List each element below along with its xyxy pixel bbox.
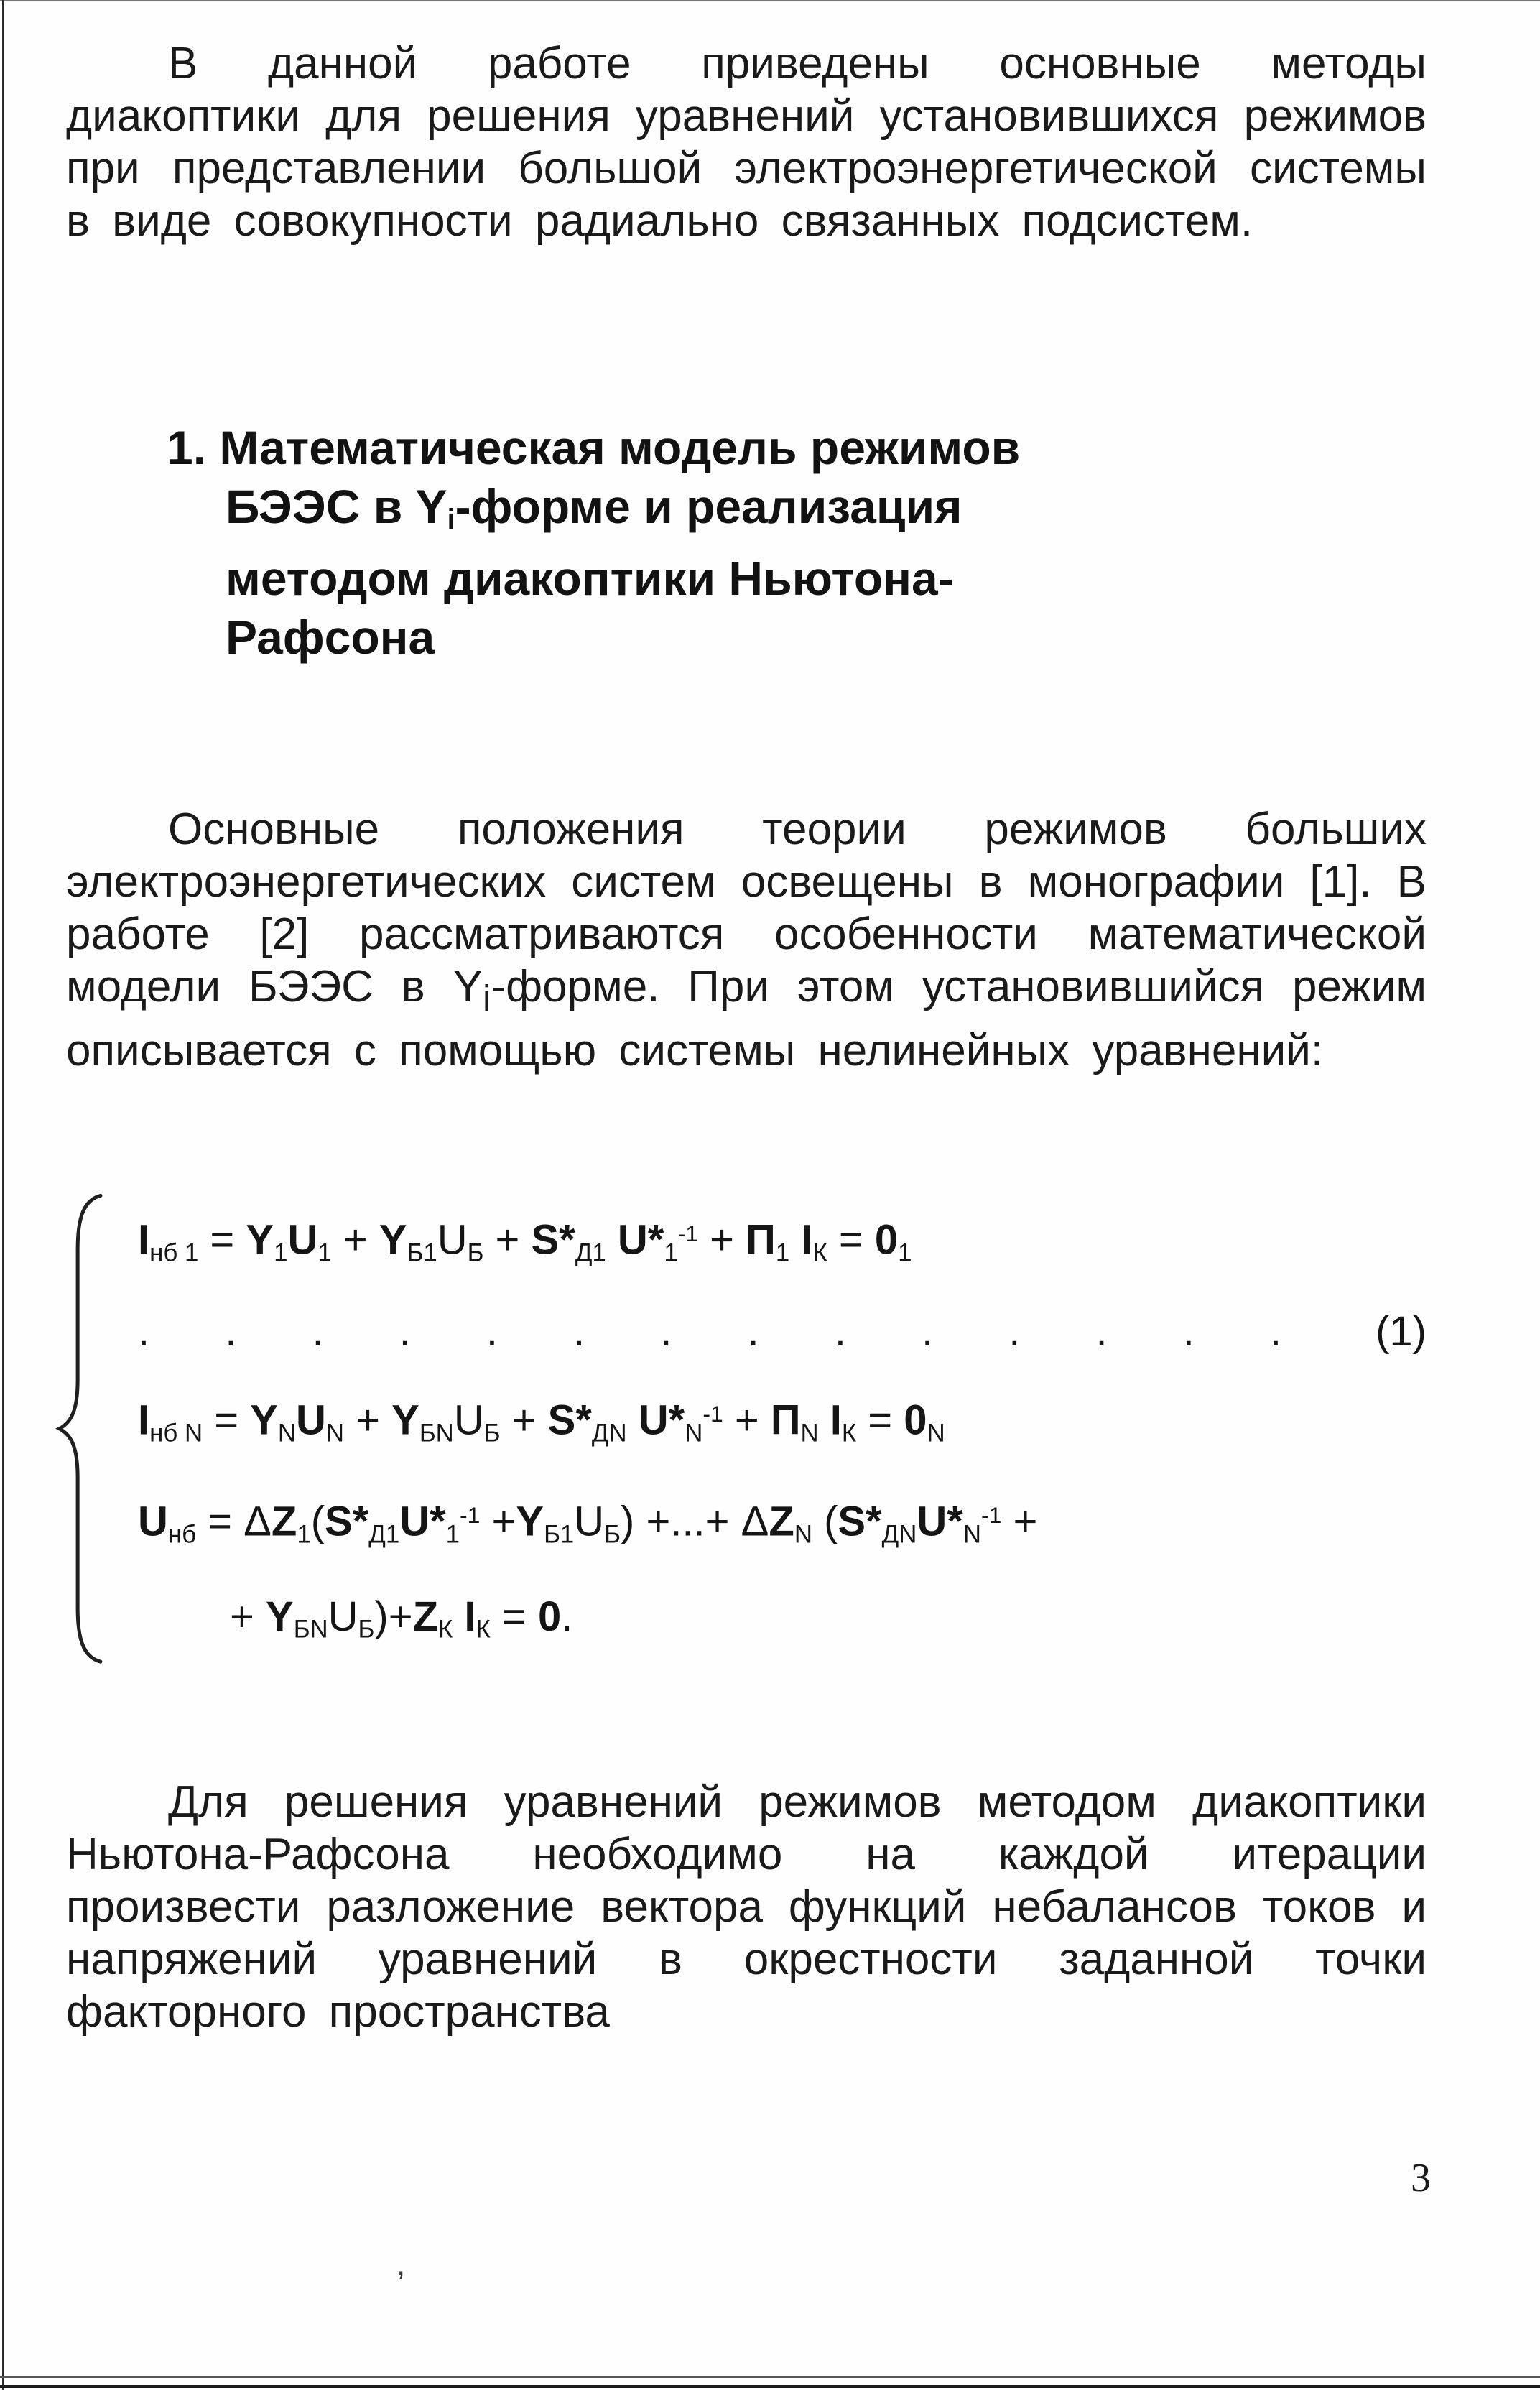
- section-title: Математическая модель режимов БЭЭС в $Y_i$-форме и реализация методом диакоптики Ньютона-Рафсона: [219, 421, 1021, 664]
- scan-edge-left: [2, 0, 4, 2390]
- equation-ellipsis-row: [138, 1307, 1427, 1357]
- closing-paragraph: Для решения уравнений режимов методом диакоптики Ньютона-Рафсона необходимо на каждой итерации произвести разложение вектора функций небалансов токов и напряжений уравнений в окрестности заданной точки факторного пространства: [66, 1777, 1427, 2037]
- scan-edge-top: [0, 0, 1540, 1]
- scan-edge-bottom-thin: [0, 2376, 1540, 2378]
- equation-ellipsis: . . . . . . . . . . . . . .: [138, 1308, 1284, 1356]
- equation-line-1: $I_{нб 1} = Y_1U_1 + Y_{Б1}U_Б + S*_{Д1}$ $U*_1^{-1} + П_1$ $I_К = 0_1$: [138, 1216, 912, 1267]
- intro-paragraph: В данной работе приведены основные методы диакоптики для решения уравнений установившихся режимов при представлении большой электроэнергетической системы в виде совокупности радиально связанных подсистем.: [66, 39, 1427, 246]
- curly-brace-icon: [52, 1192, 113, 1665]
- scan-artifact-mark: ,: [396, 2247, 406, 2282]
- theory-paragraph: Основные положения теории режимов больших электроэнергетических систем освещены в монографии [1]. В работе [2] рассматриваются особенности математической модели БЭЭС в $Y_i$-форме. При этом установившийся режим описывается с помощью системы нелинейных уравнений:: [66, 804, 1427, 1076]
- page-number: 3: [1411, 2156, 1431, 2200]
- equation-line-3: $U_{нб} = \Delta Z_1(S*_{Д1}U*_1^{-1} +Y_{Б1}U_Б)$ +...+ $\Delta Z_N$ ($S*_{ДN}U*_N^{-1}$ +: [138, 1498, 1038, 1549]
- equation-system: [66, 1205, 1427, 1658]
- equation-number-label: (1): [1376, 1308, 1427, 1356]
- scan-edge-bottom-thick: [0, 2385, 1540, 2388]
- equation-line-2: $I_{нб N} = Y_NU_N + Y_{БN}U_Б + S*_{ДN}$ $U*_N^{-1} + П_N$ $I_К = 0_N$: [138, 1397, 945, 1448]
- section-number: 1.: [167, 421, 207, 474]
- equation-line-4: + $Y_{БN}U_Б)+Z_К$ $I_К = 0$.: [230, 1593, 573, 1644]
- section-heading: [66, 418, 1122, 667]
